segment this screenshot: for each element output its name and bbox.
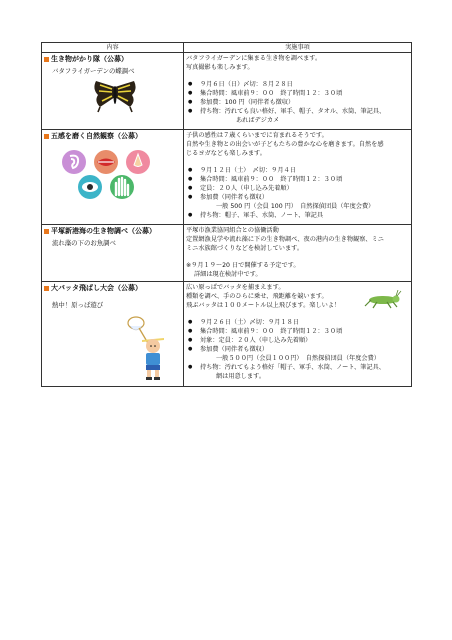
detail-line: 子供の感性は７歳くらいまでに育まれるそうです。: [186, 132, 328, 139]
orange-square-icon: [44, 57, 49, 62]
detail-bullet: ● ９月１２日（土） 〆切：９月４日: [186, 166, 409, 175]
detail-bullet: ● 集合時間：風車前９：００ 終了時間１２：３０頃: [186, 89, 409, 98]
detail-line: 自然や生き物との出会いが子どもたちの豊かな心を磨きます。自然を感: [186, 141, 384, 148]
row-details-cell: [184, 225, 412, 282]
row-details-cell: [184, 130, 412, 225]
row-content-cell: [42, 282, 184, 387]
grasshopper-illustration: [363, 290, 403, 310]
detail-line: あればデジカメ: [236, 117, 280, 124]
orange-square-icon: [44, 134, 49, 139]
row-title: 五感を磨く自然観察（公募）: [44, 131, 181, 141]
detail-line: 飛ぶバッタは１００メートル以上飛びます。楽しいよ！: [186, 302, 341, 309]
detail-note: 詳細は現在検討中です。: [194, 271, 262, 278]
row-details-cell: [184, 282, 412, 387]
detail-bullet: ● 対象：定員：２０人（申し込み先着順）: [186, 336, 409, 345]
table-row: [42, 130, 412, 225]
detail-line: ミニ水族館づくりなどを検討しています。: [186, 245, 304, 252]
detail-line: バタフライガーデンに集まる生き物を調べます。: [186, 55, 322, 62]
table-header-row: [42, 43, 412, 53]
detail-line: 一般５００円（会員１００円） 自然探偵団員（年度会費）: [216, 355, 380, 362]
detail-line: 種類を調べ、手のひらに乗せ、飛距離を競います。: [186, 293, 328, 300]
detail-bullet: ● 定員：２０人（申し込み先着順）: [186, 184, 409, 193]
row-subtitle: バタフライガーデンの蝶調べ: [52, 67, 135, 75]
orange-square-icon: [44, 229, 49, 234]
table-row: [42, 225, 412, 282]
detail-line: じるヨガなども楽しみます。: [186, 150, 266, 157]
row-content-cell: [42, 53, 184, 130]
boy-with-net-illustration: [124, 316, 174, 380]
detail-bullet: ● 持ち物：汚れてもよう格好「帽子、軍手、水筒、ノート、筆記具、: [186, 363, 409, 372]
detail-bullet: ● 持ち物：汚れても良い格好、軍手、帽子、タオル、水筒、筆記具、: [186, 107, 409, 116]
detail-bullet: ● ９月６日（日）〆切：８月２８日: [186, 80, 409, 89]
detail-line: 網は用意します。: [216, 373, 266, 380]
row-details-cell: [184, 53, 412, 130]
detail-bullet: ● 集合時間：風車前９：００ 終了時間１２：３０頃: [186, 327, 409, 336]
five-senses-icons: [60, 149, 166, 203]
header-content: 内容: [42, 43, 184, 53]
table-row: [42, 282, 412, 387]
row-title: 平塚新港海の生き物調べ（公募）: [44, 226, 181, 236]
row-content-cell: [42, 130, 184, 225]
detail-note: ※９月１９～20 日で開催する予定です。: [186, 262, 300, 269]
detail-line: 一般 500 円（会員 100 円） 自然探偵団員（年度会費）: [216, 203, 375, 210]
row-subtitle: 流れ藻の下のお魚調べ: [52, 239, 116, 247]
row-title: 大バッタ飛ばし大会（公募）: [44, 283, 181, 293]
detail-bullet: ● 持ち物：帽子、軍手、水筒、ノート、筆記具: [186, 211, 409, 220]
detail-line: 広い原っぱでバッタを捕まえます。: [186, 284, 285, 291]
table-row: [42, 53, 412, 130]
row-subtitle: 熱中！原っぱ遊び: [52, 301, 104, 309]
detail-bullet: ● 参加費（同伴者も徴収）: [186, 345, 409, 354]
row-content-cell: [42, 225, 184, 282]
detail-bullet: ● 参加費：100 円（同伴者も徴収）: [186, 98, 409, 107]
butterfly-illustration: [90, 79, 140, 113]
detail-bullet: ● 参加費（同伴者も徴収）: [186, 193, 409, 202]
detail-line: 写真撮影も楽しみます。: [186, 64, 254, 71]
detail-bullet: ● ９月２６日（土）〆切：９月１８日: [186, 318, 409, 327]
detail-bullet: ● 集合時間：風車前９：００ 終了時間１２：３０頃: [186, 175, 409, 184]
detail-line: 平塚市漁業協同組合との協働活動: [186, 227, 279, 234]
header-details: 実施事項: [184, 43, 412, 53]
row-title: 生き物がかり隊（公募）: [44, 54, 181, 64]
orange-square-icon: [44, 286, 49, 291]
detail-line: 定置網漁見学や流れ藻に下の生き物調べ、夜の港内の生き物観察、ミニ: [186, 236, 384, 243]
program-table: [41, 42, 412, 387]
